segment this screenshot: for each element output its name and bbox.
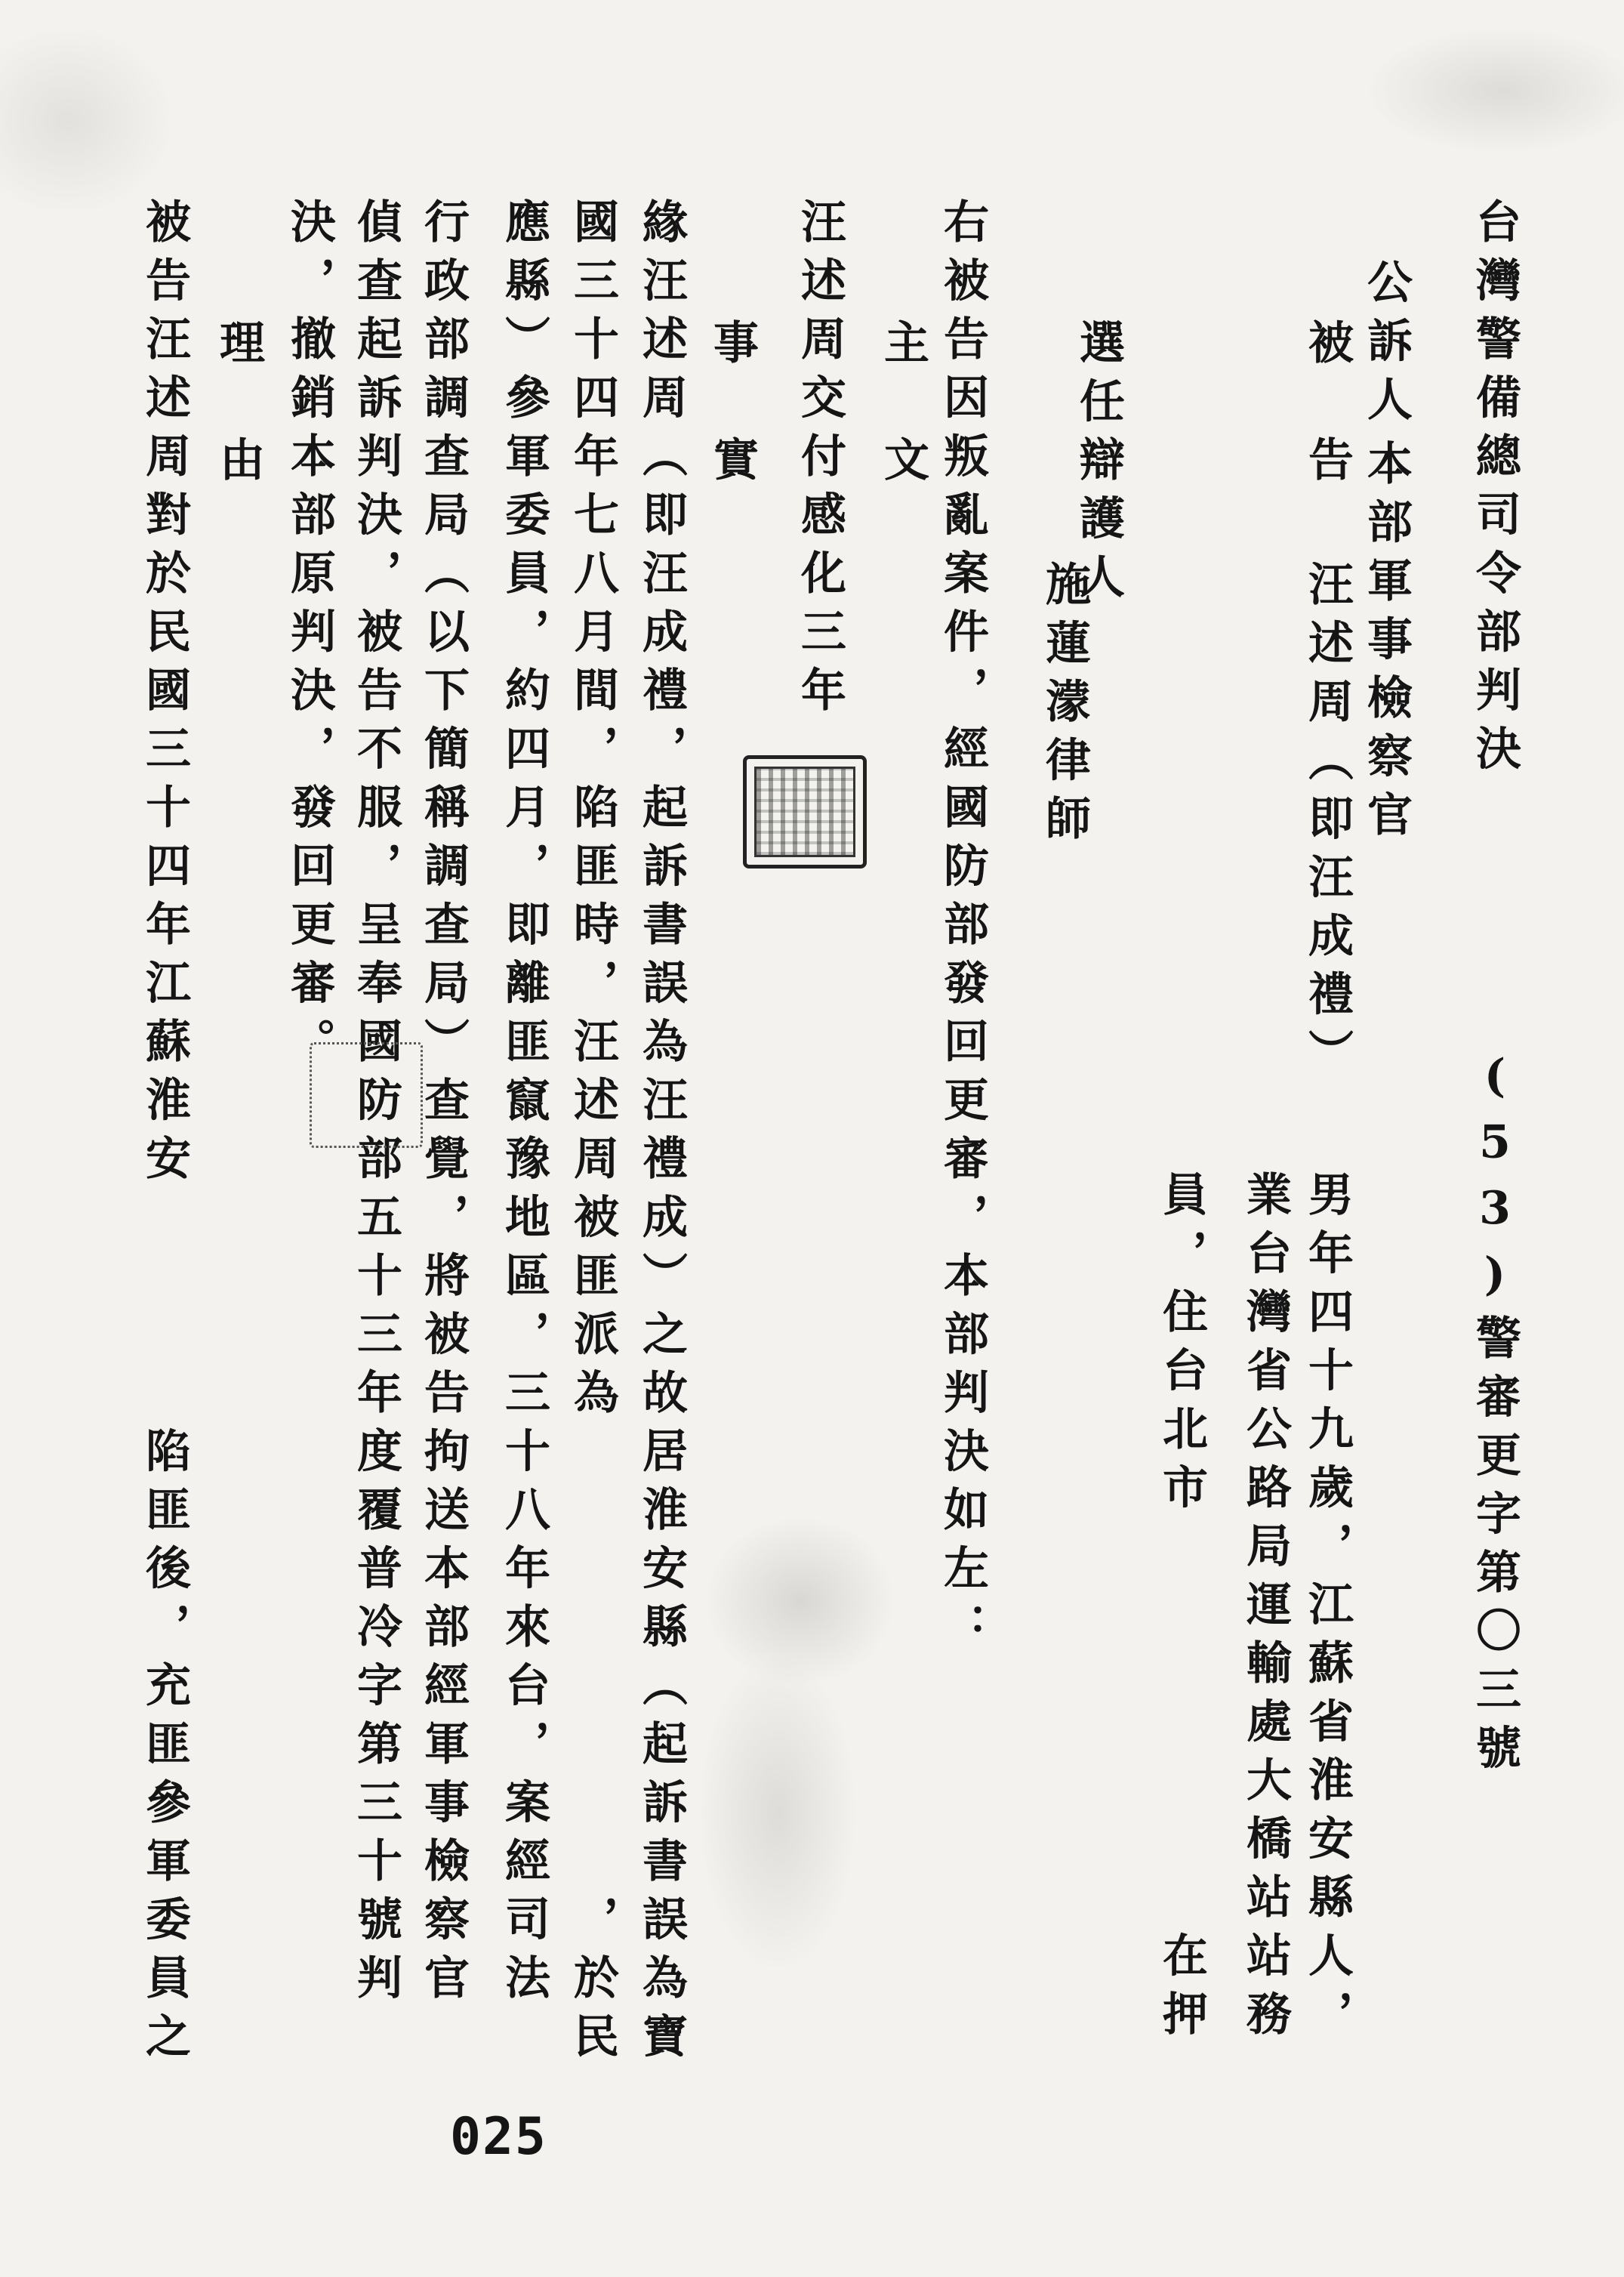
- case-intro: 右被告因叛亂案件，經國防部發回更審，本部判決如左：: [936, 198, 989, 1661]
- main-text: 汪述周交付感化三年: [794, 198, 846, 725]
- facts-line: 國三十四年七八月間，陷匪時，汪述周被匪派為 ，於民: [566, 198, 619, 2071]
- facts-line: 決，撤銷本部原判決，發回更審。: [283, 198, 336, 1076]
- defendant-info: 男年四十九歲，江蘇省淮安縣人，: [1301, 1171, 1354, 2049]
- defendant-residence: 員，住台北市 在押: [1155, 1171, 1208, 2049]
- document-title: 台灣警備總司令部判決: [1468, 198, 1521, 783]
- counsel-name: 施蓮濛律師: [1038, 560, 1091, 853]
- seal-stamp-inner: [754, 767, 855, 857]
- defendant-job: 業台灣省公路局運輸處大橋站站務: [1239, 1171, 1292, 2049]
- counsel-label: 選任辯護人: [1072, 319, 1125, 612]
- page-number: 025: [450, 2107, 547, 2167]
- facts-line: 偵查起訴判決，被告不服，呈奉國防部五十三年度覆普冷字第三十號判: [350, 198, 402, 2013]
- facts-line: 應縣）參軍委員，約四月，即離匪竄豫地區，三十八年來台，案經司法: [498, 198, 550, 2013]
- case-number: (53)警審更字第〇三號: [1468, 1050, 1521, 1782]
- defendant-label: 被 告: [1301, 319, 1354, 495]
- prosecutor-label: 公訴人: [1360, 258, 1413, 434]
- reason-heading: 理 由: [212, 319, 265, 495]
- facts-heading: 事 實: [706, 319, 759, 495]
- prosecutor-value: 本部軍事檢察官: [1360, 440, 1413, 850]
- main-text-heading: 主 文: [877, 319, 929, 495]
- facts-line: 行政部調查局（以下簡稱調查局）查覺，將被告拘送本部經軍事檢察官: [417, 198, 470, 2013]
- faded-stamp-mark: [310, 1042, 423, 1148]
- defendant-name: 汪述周（即汪成禮）: [1301, 560, 1354, 1088]
- seal-stamp: [743, 755, 867, 869]
- facts-line: 緣汪述周（即汪成禮，起訴書誤為汪禮成）之故居淮安縣（起訴書誤為寶: [635, 198, 688, 2071]
- reason-line: 被告汪述周對於民國三十四年江蘇淮安 陷匪後，充匪參軍委員之: [138, 198, 191, 2071]
